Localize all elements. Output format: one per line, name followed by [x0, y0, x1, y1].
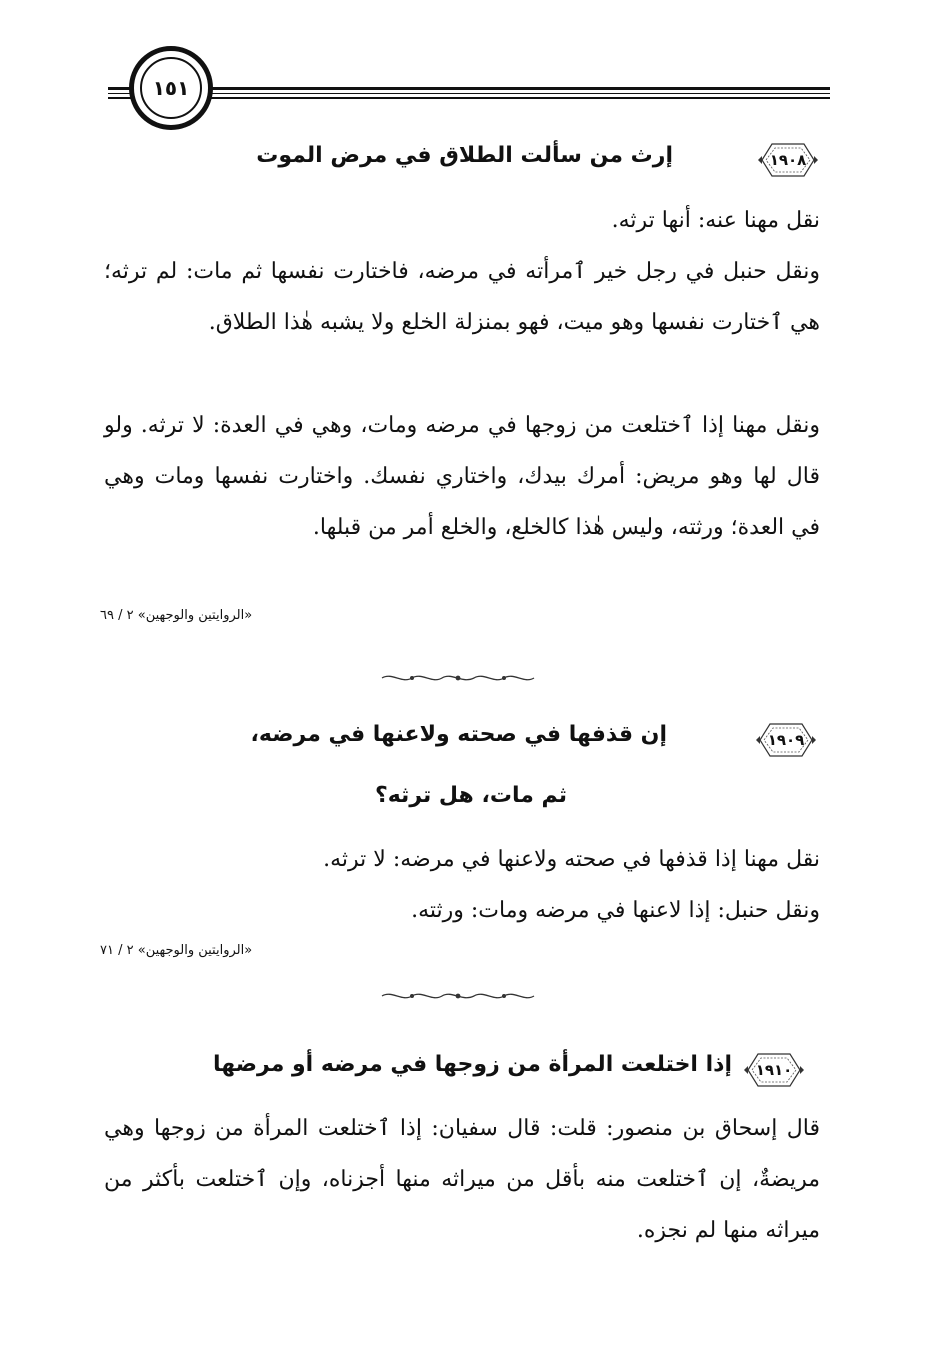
entry-title: إذا اختلعت المرأة من زوجها في مرضه أو مرضها [212, 1052, 732, 1077]
paragraph: ونقل مهنا إذا ٱختلعت من زوجها في مرضه ومات، وهي في العدة: لا ترثه. ولو قال لها وهو مريض: أمرك بيدك، واختاري نفسك. واختارت نفسها ومات وهي في العدة؛ ورثته، وليس هٰذا كالخلع، والخلع أمر من قبلها. [104, 413, 820, 540]
page-number-badge [129, 46, 213, 130]
section-divider-ornament [378, 990, 538, 1002]
page-number: ١٥١ [140, 57, 202, 119]
section-divider-ornament [378, 672, 538, 684]
header-rule-lower [108, 97, 830, 99]
paragraph: نقل مهنا إذا قذفها في صحته ولاعنها في مرضه: لا ترثه. [323, 847, 820, 872]
entry-number-badge [756, 138, 820, 182]
paragraph: نقل مهنا عنه: أنها ترثه. [611, 208, 820, 233]
entry-number: ١٩٠٩ [767, 731, 805, 749]
entry-number-badge [742, 1048, 806, 1092]
entry-number-badge [754, 718, 818, 762]
header-rule [108, 87, 830, 90]
entry-title-line-1: إن قذفها في صحته ولاعنها في مرضه، [250, 722, 667, 747]
entry-title-line-2: ثم مات، هل ترثه؟ [374, 783, 567, 808]
paragraph: ونقل حنبل: إذا لاعنها في مرضه ومات: ورثته. [411, 898, 820, 923]
header-rule-thin [108, 93, 830, 94]
paragraph: قال إسحاق بن منصور: قلت: قال سفيان: إذا ٱختلعت المرأة من زوجها وهي مريضةٌ، إن ٱختلعت منه بأقل من ميراثه منها أجزناه، وإن ٱختلعت بأكثر من ميراثه منها لم نجزه. [104, 1116, 820, 1243]
entry-number: ١٩٠٨ [769, 151, 807, 169]
entry-title: إرث من سألت الطلاق في مرض الموت [256, 143, 673, 168]
source-citation: «الروايتين والوجهين» ٢ / ٦٩ [100, 608, 253, 623]
paragraph: ونقل حنبل في رجل خير ٱمرأته في مرضه، فاختارت نفسها ثم مات: لم ترثه؛ هي ٱختارت نفسها وهو ميت، فهو بمنزلة الخلع ولا يشبه هٰذا الطلاق. [104, 259, 820, 335]
entry-number: ١٩١٠ [755, 1061, 793, 1079]
source-citation: «الروايتين والوجهين» ٢ / ٧١ [100, 943, 253, 958]
